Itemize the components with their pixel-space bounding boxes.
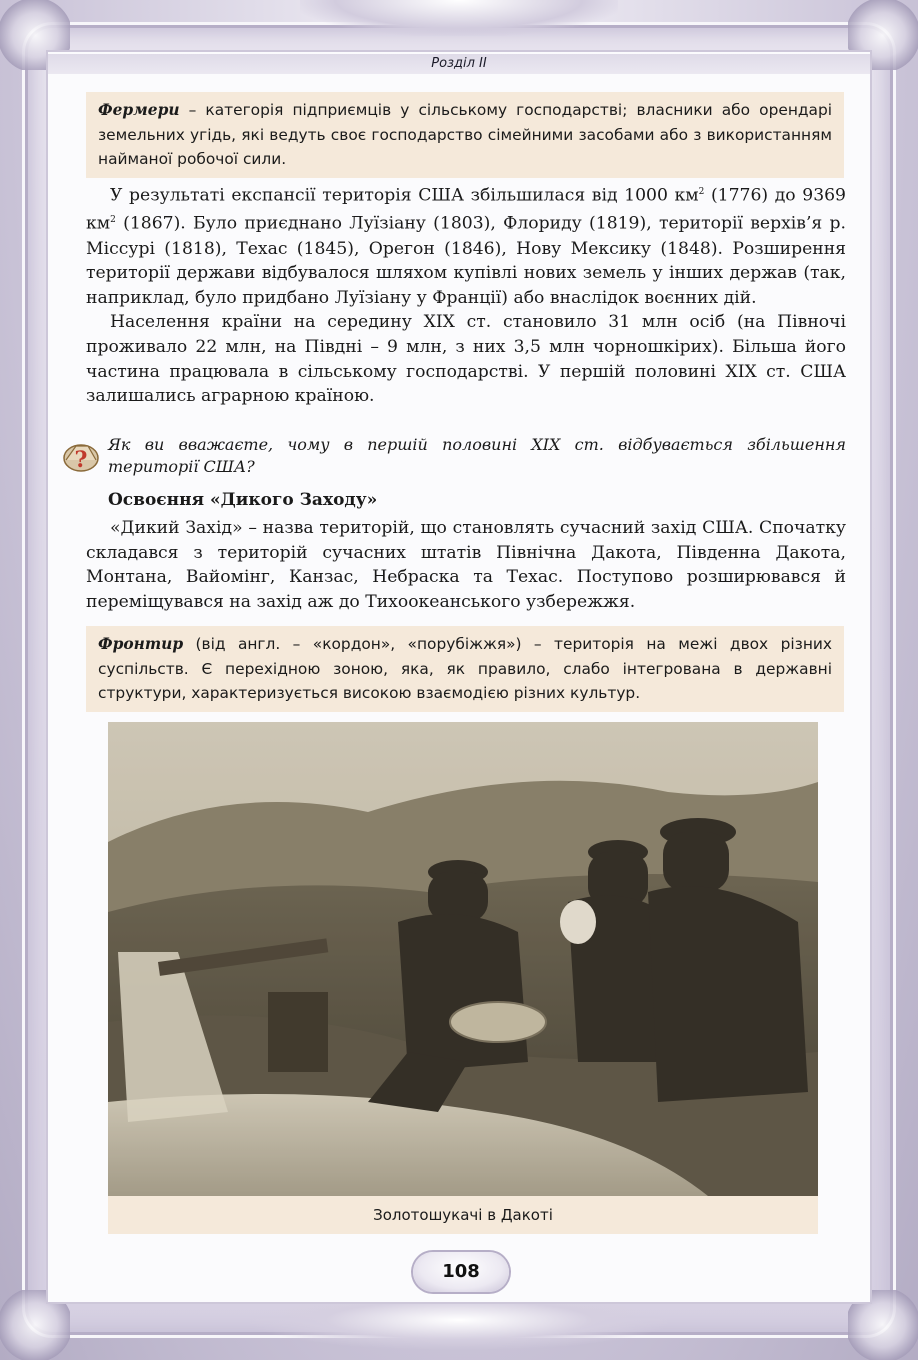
paragraph-territory bbox=[86, 180, 846, 310]
question-mark-icon bbox=[62, 438, 100, 474]
definition-text: – категорія підприємців у сільському господарстві; власники або орендарі земельних угідь, які ведуть своє господарство сімейними засобами або з використанням найманої робочої сили. bbox=[98, 101, 832, 168]
definition-text: (від англ. – «кордон», «порубіжжя») – територія на межі двох різних суспільств. Є перехідною зоною, яка, як правило, слабо інтегрована в державні структури, характеризується високою взаємодією різних культур. bbox=[98, 635, 832, 702]
svg-text:?: ? bbox=[74, 447, 88, 473]
historical-photo-gold-prospectors bbox=[108, 722, 818, 1196]
main-text-block bbox=[86, 180, 846, 409]
superscript: 2 bbox=[698, 187, 705, 197]
photo-caption: Золотошукачі в Дакоті bbox=[108, 1196, 818, 1234]
paragraph-text: (1776) до 9369 км bbox=[86, 185, 846, 235]
superscript: 2 bbox=[110, 215, 116, 226]
frame-ornament-top bbox=[300, 0, 618, 36]
reflection-question: Як ви вважаєте, чому в першій половині ХІХ ст. відбувається збільшення території США? bbox=[108, 435, 846, 476]
definition-box-farmers bbox=[86, 92, 844, 178]
paragraph-wild-west: «Дикий Захід» – назва територій, що становлять сучасний захід США. Спочатку складався з територій сучасних штатів Північна Дакота, Південна Дакота, Монтана, Вайомінг, Канзас, Небраска та Техас. Поступово розширювався й переміщувався на захід аж до Тихоокеанського узбережжя. bbox=[86, 518, 846, 612]
subheading-wild-west: Освоєння «Дикого Заходу» bbox=[108, 490, 378, 510]
paragraph-population: Населення країни на середину ХІХ ст. становило 31 млн осіб (на Півночі проживало 22 млн, на Півдні – 9 млн, з них 3,5 млн чорношкірих). Більша його частина працювала в сільському господарстві. У першій половині ХІХ ст. США залишались аграрною країною. bbox=[86, 312, 846, 407]
definition-term: Фронтир bbox=[98, 635, 184, 653]
definition-term: Фермери bbox=[98, 101, 180, 119]
definition-box-frontier bbox=[86, 626, 844, 712]
wild-west-text-block bbox=[86, 516, 846, 614]
section-header: Розділ ІІ bbox=[48, 54, 870, 74]
paragraph-text: У результаті експансії територія США збільшилася від 1000 км bbox=[110, 185, 699, 206]
paragraph-text: (1867). Було приєднано Луїзіану (1803), Флориду (1819), території верхів’я р. Міссурі (1818), Техас (1845), Орегон (1846), Нову Мексику (1848). Розширення території держави відбувалося шляхом купівлі нових земель у інших держав (так, наприклад, було придбано Луїзіану у Франції) або внаслідок воєнних дій. bbox=[86, 214, 846, 308]
page-number: 108 bbox=[413, 1252, 509, 1292]
